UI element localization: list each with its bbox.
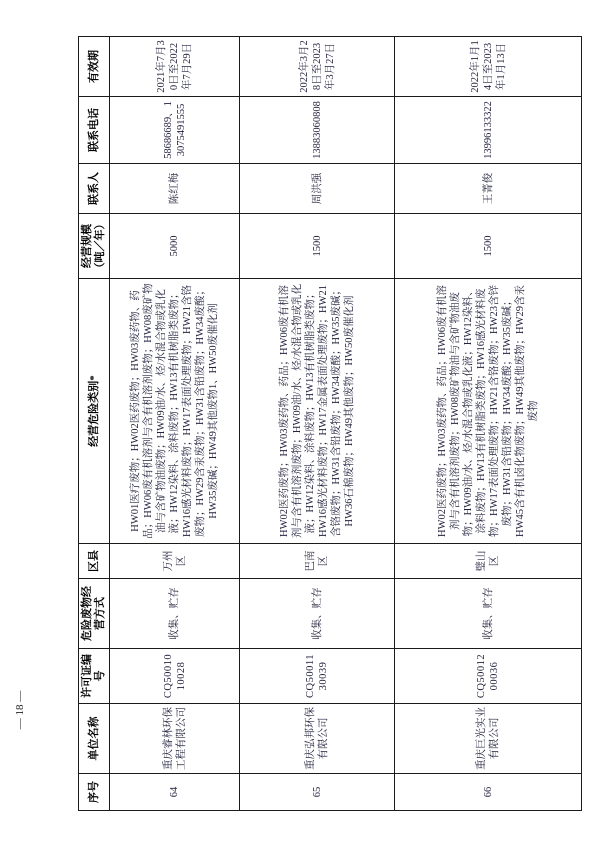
cell-categories: HW02医药废物；HW03废药物、药品；HW06废有机溶剂与含有机溶剂废物；HW09油/水、烃/水混合物或乳化液；HW12染料、涂料废物；HW13有机树脂类废物；HW16感光材料废物；HW17金属表面处理废物；HW21含铬废物；HW31含铅废物；HW34废酸；HW35废碱；HW36石棉废物；HW49其他废物；HW50废催化剂	[240, 279, 395, 544]
cell-phone: 13883060808	[240, 97, 395, 164]
header-validity: 有效期	[79, 37, 110, 97]
hazardous-waste-license-table	[78, 36, 582, 811]
rotated-table-container	[78, 37, 580, 811]
header-serial: 序号	[79, 774, 110, 811]
cell-company: 重庆睿林环保工程有限公司	[110, 704, 240, 774]
cell-district: 万州区	[110, 544, 240, 579]
header-district: 区县	[79, 544, 110, 579]
cell-license: CQ5001200036	[395, 649, 582, 704]
table-header-row	[79, 37, 110, 811]
cell-contact: 周洪强	[240, 164, 395, 214]
page-number: — 18 —	[14, 690, 26, 730]
cell-license: CQ5001010028	[110, 649, 240, 704]
cell-district: 巴南区	[240, 544, 395, 579]
cell-serial: 66	[395, 774, 582, 811]
header-company: 单位名称	[79, 704, 110, 774]
cell-validity: 2022年3月28日至2023年3月27日	[240, 37, 395, 97]
header-contact: 联系人	[79, 164, 110, 214]
cell-company: 重庆弘邦环保有限公司	[240, 704, 395, 774]
cell-serial: 65	[240, 774, 395, 811]
cell-validity: 2021年7月30日至2022年7月29日	[110, 37, 240, 97]
cell-district: 璧山区	[395, 544, 582, 579]
cell-mode: 收集、贮存	[240, 579, 395, 649]
cell-license: CQ5001130039	[240, 649, 395, 704]
header-mode: 危险废物经营方式	[79, 579, 110, 649]
cell-contact: 陈红梅	[110, 164, 240, 214]
cell-contact: 王菁俊	[395, 164, 582, 214]
cell-phone: 58686689、13075491555	[110, 97, 240, 164]
header-scale: 经营规模（吨／年）	[79, 214, 110, 279]
cell-validity: 2022年1月14日至2023年1月13日	[395, 37, 582, 97]
cell-serial: 64	[110, 774, 240, 811]
table-row-65	[240, 37, 395, 811]
table-row-66	[395, 37, 582, 811]
header-phone: 联系电话	[79, 97, 110, 164]
cell-scale: 1500	[240, 214, 395, 279]
cell-company: 重庆巨光实业有限公司	[395, 704, 582, 774]
header-license: 许可证编号	[79, 649, 110, 704]
cell-categories: HW01医疗废物；HW02医药废物；HW03废药物、药品；HW06废有机溶剂与含有机溶剂废物；HW08废矿物油与含矿物油废物；HW09油/水、烃/水混合物或乳化液；HW12染料、涂料废物；HW13有机树脂类废物；HW16感光材料废物；HW17表面处理废物；HW21含铬废物；HW29含汞废物；HW31含铅废物；HW34废酸；HW35废碱；HW49其他废物1、HW50废催化剂	[110, 279, 240, 544]
cell-scale: 1500	[395, 214, 582, 279]
cell-phone: 13996133322	[395, 97, 582, 164]
cell-mode: 收集、贮存	[395, 579, 582, 649]
cell-categories: HW02医药废物；HW03废药物、药品；HW06废有机溶剂与含有机溶剂废物；HW08废矿物油与含矿物油废物；HW09油/水、烃/水混合物或乳化液；HW12染料、涂料废物；HW13有机树脂类废物；HW16感光材料废物；HW17表面处理废物；HW21含铬废物；HW23含锌废物；HW31含铅废物；HW34废酸；HW35废碱；HW45含有机卤化物废物；HW49其他废物；HW29含汞废物	[395, 279, 582, 544]
table-row-64	[110, 37, 240, 811]
rotated-table-anchor	[78, 37, 580, 811]
header-categories: 经营危险类别*	[79, 279, 110, 544]
cell-scale: 5000	[110, 214, 240, 279]
cell-mode: 收集、贮存	[110, 579, 240, 649]
